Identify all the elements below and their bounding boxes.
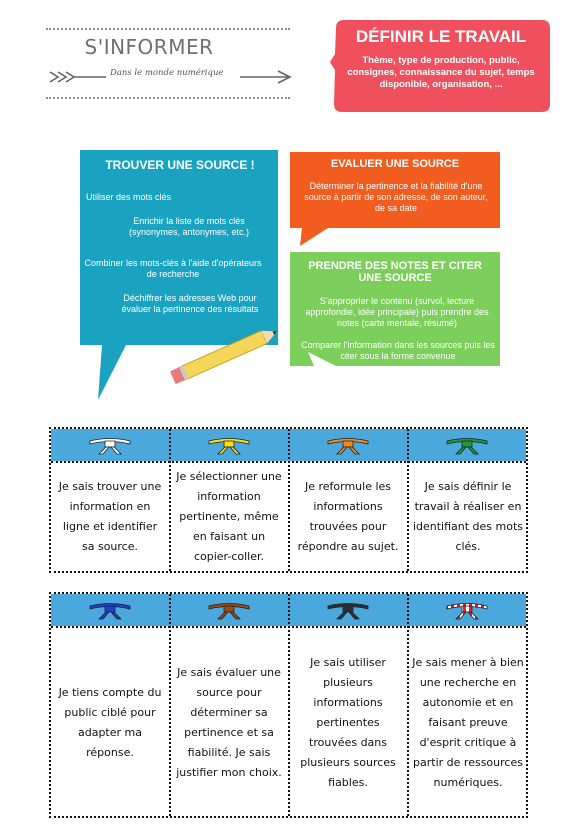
- arrow-tail-icon: [48, 68, 108, 86]
- pencil-icon: [162, 326, 286, 384]
- black-belt-icon: [326, 600, 370, 620]
- skill-yellow-text: Je sélectionner une information pertinente, même en faisant un copier-coller.: [176, 470, 282, 563]
- skill-brown-text: Je sais évaluer une source pour déterminer sa pertinence et sa fiabilité. Je sais justifier mon choix.: [176, 666, 282, 779]
- notes-item-2: Comparer l'information dans les sources puis les citer sous la forme convenue: [301, 340, 495, 361]
- skill-black-text: Je sais utiliser plusieurs informations pertinentes trouvées dans plusieurs sources fiables.: [300, 656, 396, 789]
- red-white-belt-icon: [445, 600, 489, 620]
- brown-belt-icon: [207, 600, 251, 620]
- cell-divider: [169, 429, 171, 571]
- cell-divider: [407, 594, 409, 816]
- cell-divider: [169, 594, 171, 816]
- skill-blue-text: Je tiens compte du public ciblé pour adapter ma réponse.: [58, 686, 162, 759]
- skill-green-text: Je sais définir le travail à réaliser en identifiant des mots clés.: [412, 480, 524, 553]
- arrow-head-icon: [238, 68, 294, 86]
- evaluer-title: EVALUER UNE SOURCE: [330, 158, 460, 170]
- header-divider-bottom: [46, 97, 290, 99]
- notes-title: PRENDRE DES NOTES ET CITER UNE SOURCE: [308, 260, 482, 284]
- cell-divider: [407, 429, 409, 571]
- trouver-title: TROUVER UNE SOURCE !: [105, 158, 255, 172]
- blue-belt-icon: [88, 600, 132, 620]
- header-divider-top: [46, 28, 290, 30]
- belt-grid-1: [49, 427, 528, 573]
- skill-orange-text: Je reformule les informations trouvées pour répondre au sujet.: [297, 480, 399, 553]
- trouver-item-2: Enrichir la liste de mots clés (synonymes, antonymes, etc.): [128, 216, 250, 237]
- definir-title: DÉFINIR LE TRAVAIL: [355, 27, 527, 46]
- evaluer-text: Déterminer la pertinence et la fiabilité d'une source à partir de son adresse, de son auteur, de sa date: [304, 181, 488, 213]
- green-belt-icon: [445, 435, 489, 455]
- trouver-item-1: Utiliser des mots clés: [86, 192, 172, 202]
- orange-belt-icon: [326, 435, 370, 455]
- yellow-belt-icon: [207, 435, 251, 455]
- belt-grid-2: [49, 592, 528, 818]
- white-belt-icon: [88, 435, 132, 455]
- page-subtitle: Dans le monde numérique: [110, 68, 224, 78]
- cell-divider: [288, 429, 290, 571]
- trouver-item-3: Combiner les mots-clés à l'aide d'opérateurs de recherche: [84, 258, 262, 279]
- skill-white-text: Je sais trouver une information en ligne et identifier sa source.: [58, 480, 162, 553]
- definir-text: Thème, type de production, public, consignes, connaissance du sujet, temps disponible, organisation, ...: [347, 55, 535, 90]
- cell-divider: [288, 594, 290, 816]
- trouver-item-4: Déchiffrer les adresses Web pour évaluer la pertinence des résultats: [121, 293, 259, 314]
- page-title: S'INFORMER: [84, 35, 214, 59]
- notes-item-1: S'approprier le contenu (survol, lecture approfondie, idée principale) puis prendre des notes (carte mentale, résumé): [305, 296, 489, 328]
- skill-red-white-text: Je sais mener à bien une recherche en autonomie et en faisant preuve d'esprit critique à partir de ressources numériques.: [412, 656, 524, 789]
